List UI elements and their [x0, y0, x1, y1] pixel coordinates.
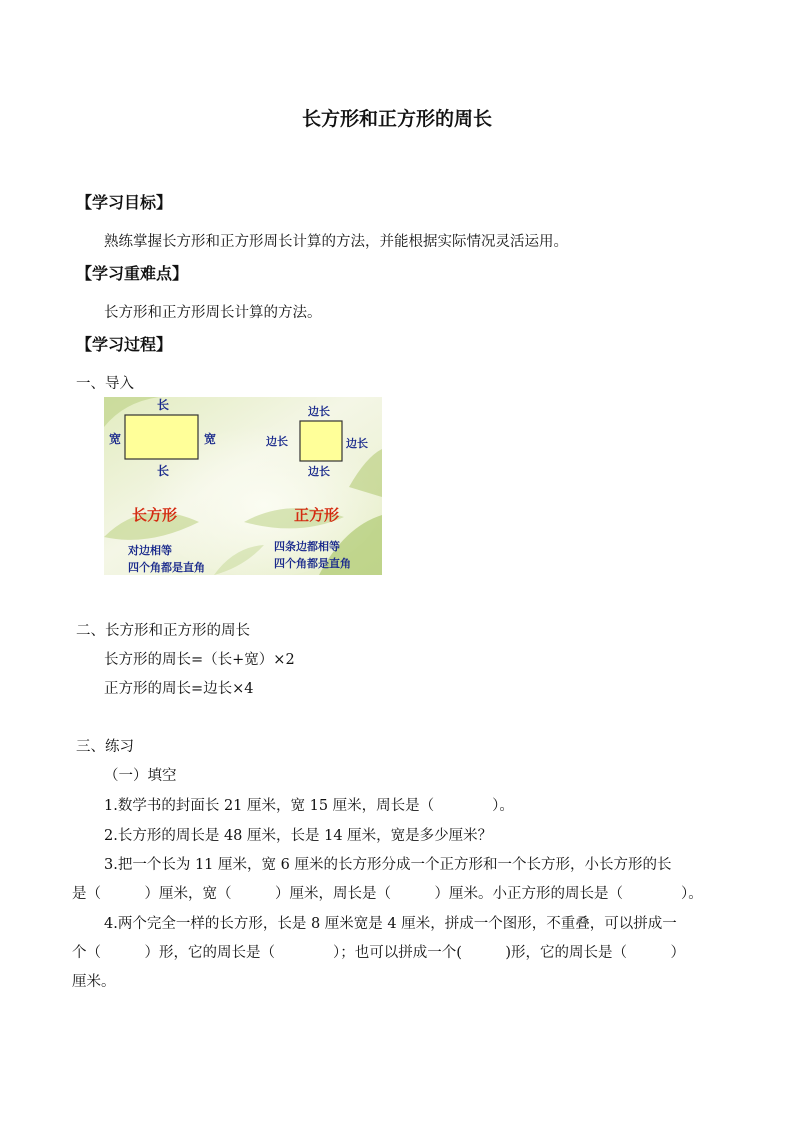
square-top-label: 边长	[308, 405, 330, 418]
question-4-line-2: 个（ ）形，它的周长是（ ）；也可以拼成一个( )形，它的周长是（ ）	[72, 945, 686, 961]
rect-top-label: 长	[157, 398, 170, 412]
square-bottom-label: 边长	[308, 465, 330, 478]
square-shape	[300, 421, 342, 461]
part2-heading: 二、长方形和正方形的周长	[76, 623, 250, 639]
formula-rectangle: 长方形的周长=（长+宽）×2	[104, 652, 295, 668]
square-name: 正方形	[294, 506, 340, 524]
square-right-label: 边长	[346, 437, 368, 450]
fill-blank-subheading: （一）填空	[104, 768, 177, 784]
rectangle-property-2: 四个角都是直角	[128, 561, 205, 574]
intro-figure	[104, 397, 382, 575]
key-heading: 【学习重难点】	[76, 264, 189, 283]
question-3-line-1: 3.把一个长为 11 厘米，宽 6 厘米的长方形分成一个正方形和一个长方形，小长方形的长	[104, 857, 672, 873]
formula-square: 正方形的周长=边长×4	[104, 681, 254, 697]
process-heading: 【学习过程】	[76, 335, 173, 354]
rectangle-property-1: 对边相等	[128, 544, 172, 557]
rect-left-label: 宽	[109, 432, 122, 446]
rect-right-label: 宽	[204, 432, 217, 446]
key-text: 长方形和正方形周长计算的方法。	[104, 305, 322, 321]
question-4-line-3: 厘米。	[72, 974, 116, 990]
question-2: 2.长方形的周长是 48 厘米，长是 14 厘米，宽是多少厘米？	[104, 828, 493, 844]
square-left-label: 边长	[266, 435, 288, 448]
question-4-line-1: 4.两个完全一样的长方形，长是 8 厘米宽是 4 厘米，拼成一个图形，不重叠，可以拼成一	[104, 916, 677, 932]
part1-heading: 一、导入	[76, 376, 134, 392]
page-title: 长方形和正方形的周长	[301, 108, 492, 130]
rect-bottom-label: 长	[157, 464, 170, 478]
rectangle-name: 长方形	[132, 506, 178, 524]
square-property-2: 四个角都是直角	[274, 557, 351, 570]
part3-heading: 三、练习	[76, 739, 134, 755]
goal-heading: 【学习目标】	[76, 193, 173, 212]
rectangle-shape	[125, 415, 198, 459]
square-property-1: 四条边都相等	[274, 540, 340, 553]
question-1: 1.数学书的封面长 21 厘米，宽 15 厘米，周长是（ ）。	[104, 798, 514, 814]
goal-text: 熟练掌握长方形和正方形周长计算的方法，并能根据实际情况灵活运用。	[104, 234, 568, 250]
question-3-line-2: 是（ ）厘米，宽（ ）厘米，周长是（ ）厘米。小正方形的周长是（ ）。	[72, 886, 703, 902]
